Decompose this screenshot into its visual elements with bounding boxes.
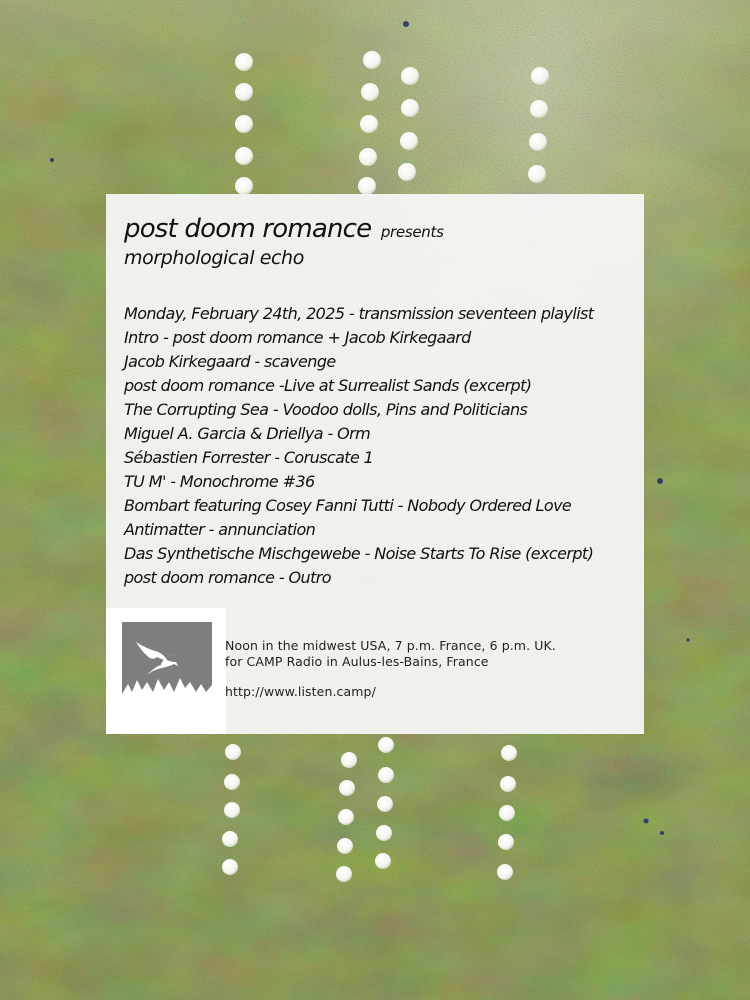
playlist-item: Monday, February 24th, 2025 - transmission seventeen playlist — [124, 304, 594, 323]
bird-over-mountains-icon — [122, 622, 212, 712]
playlist-item: Das Synthetische Mischgewebe - Noise Starts To Rise (excerpt) — [124, 544, 594, 563]
playlist-item: Sébastien Forrester - Coruscate 1 — [124, 448, 374, 467]
title-block — [124, 214, 444, 269]
presents-label: presents — [380, 223, 444, 241]
playlist-item: Intro - post doom romance + Jacob Kirkegaard — [124, 328, 471, 347]
playlist-item: The Corrupting Sea - Voodoo dolls, Pins and Politicians — [124, 400, 528, 419]
broadcast-info — [225, 638, 556, 700]
broadcast-time: Noon in the midwest USA, 7 p.m. France, 6 p.m. UK. — [225, 638, 556, 653]
playlist-item: Antimatter - annunciation — [124, 520, 316, 539]
broadcast-station: for CAMP Radio in Aulus-les-Bains, France — [225, 654, 489, 669]
playlist-card — [106, 194, 644, 734]
artist-name: post doom romance — [124, 214, 372, 244]
title-line — [124, 214, 444, 247]
playlist-item: post doom romance -Live at Surrealist Sands (excerpt) — [124, 376, 532, 395]
camp-logo — [106, 608, 226, 734]
playlist-item: Bombart featuring Cosey Fanni Tutti - Nobody Ordered Love — [124, 496, 572, 515]
playlist-item: post doom romance - Outro — [124, 568, 331, 587]
playlist-item: Jacob Kirkegaard - scavenge — [124, 352, 336, 371]
playlist-item: Miguel A. Garcia & Driellya - Orm — [124, 424, 371, 443]
show-name: morphological echo — [124, 247, 304, 269]
station-url[interactable]: http://www.listen.camp/ — [225, 684, 376, 699]
playlist — [124, 302, 593, 590]
playlist-item: TU M' - Monochrome #36 — [124, 472, 315, 491]
